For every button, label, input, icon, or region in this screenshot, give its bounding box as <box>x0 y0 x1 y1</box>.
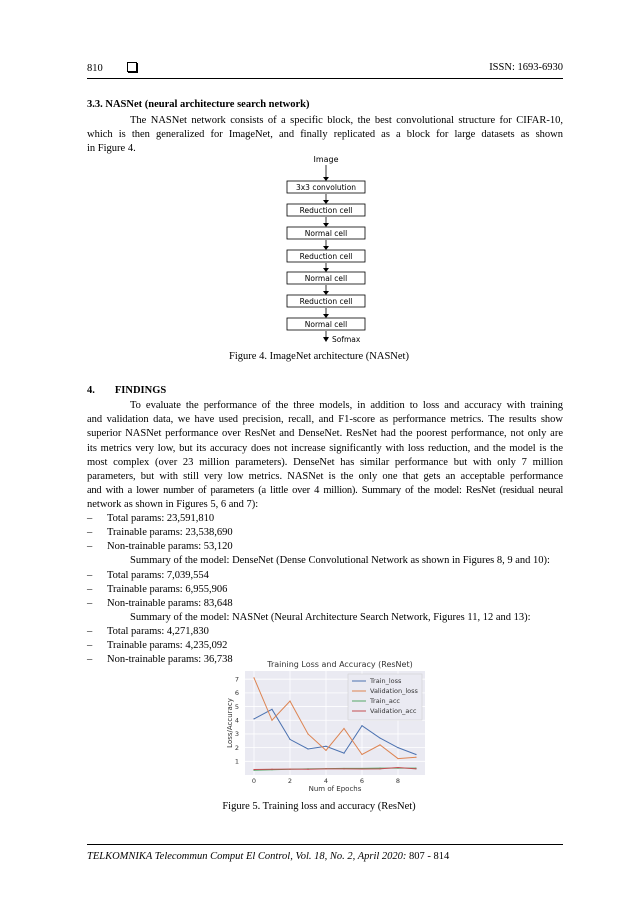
x-tick-label: 2 <box>287 777 293 785</box>
data-point-train-loss <box>361 725 362 726</box>
footer-citation: TELKOMNIKA Telecommun Comput El Control, Vol. 18, No. 2, April 2020: 807 - 814 <box>87 851 450 862</box>
diagram-block-label: Reduction cell <box>299 297 353 306</box>
header-rule <box>87 78 563 79</box>
y-tick-label: 4 <box>234 716 239 725</box>
data-point-validation-loss <box>289 701 290 702</box>
paragraph-line: which is then generalized for ImageNet, and finally replicated as a block for large datasets as shown <box>87 129 563 141</box>
data-point-validation-acc <box>307 769 308 770</box>
data-point-train-loss <box>307 748 308 749</box>
figure5-caption: Figure 5. Training loss and accuracy (ResNet) <box>222 801 416 812</box>
data-point-validation-loss <box>307 733 308 734</box>
list-item: – Non-trainable params: 83,648 <box>87 598 233 609</box>
section-heading: 3.3. NASNet (neural architecture search network) <box>87 99 310 110</box>
diagram-block-label: Normal cell <box>304 229 348 238</box>
data-point-validation-acc <box>343 768 344 769</box>
list-item: – Non-trainable params: 36,738 <box>87 654 233 665</box>
diagram-block-label: Reduction cell <box>299 252 353 261</box>
y-tick-label: 2 <box>234 743 239 752</box>
list-item: – Non-trainable params: 53,120 <box>87 541 233 552</box>
paragraph-line: To evaluate the performance of the three models, in addition to loss and accuracy with training <box>130 400 563 411</box>
chart-title: Training Loss and Accuracy (ResNet) <box>267 660 413 669</box>
paragraph-line: and validation data, we have used precision, recall, and F1-score as performance metrics. The results show <box>87 414 563 426</box>
figure4-caption: Figure 4. ImageNet architecture (NASNet) <box>229 351 409 362</box>
data-point-train-loss <box>253 718 254 719</box>
x-tick-label: 6 <box>359 777 365 785</box>
diagram-block-label: Reduction cell <box>299 206 353 215</box>
data-point-validation-loss <box>397 758 398 759</box>
x-tick-label: 0 <box>251 777 257 785</box>
data-point-train-loss <box>271 709 272 710</box>
paragraph-line: and with a lower number of parameters (a little over 4 million). Summary of the model: ResNet (residual neural <box>87 485 563 497</box>
densenet-summary: Summary of the model: DenseNet (Dense Convolutional Network as shown in Figures 8, 9 and 10): <box>130 555 550 566</box>
paragraph-line: superior NASNet performance over ResNet and DenseNet. ResNet had the poorest performance, not only are <box>87 428 563 440</box>
data-point-train-loss <box>415 754 416 755</box>
footer-rule <box>87 844 563 845</box>
x-tick-label: 4 <box>323 777 329 785</box>
findings-paragraph <box>87 399 563 513</box>
data-point-validation-loss <box>343 728 344 729</box>
header-issn: ISSN: 1693-6930 <box>489 62 563 73</box>
y-tick-label: 7 <box>234 675 239 684</box>
data-point-train-loss <box>325 746 326 747</box>
list-item: – Trainable params: 6,955,906 <box>87 584 228 595</box>
square-bullet-icon <box>127 62 137 72</box>
data-point-validation-acc <box>325 768 326 769</box>
list-item: – Total params: 4,271,830 <box>87 626 209 637</box>
data-point-train-loss <box>289 739 290 740</box>
data-point-validation-loss <box>415 757 416 758</box>
resnet-loss-accuracy-chart <box>220 656 430 793</box>
y-axis-label: Loss/Accuracy <box>226 698 234 748</box>
diagram-block-label: Normal cell <box>304 320 348 329</box>
data-point-train-loss <box>343 753 344 754</box>
paragraph-line: network as shown in Figures 5, 6 and 7): <box>87 499 259 511</box>
list-item: – Trainable params: 4,235,092 <box>87 640 228 651</box>
y-tick-label: 3 <box>234 730 239 739</box>
x-axis-label: Num of Epochs <box>308 785 362 793</box>
diagram-block-label: 3x3 convolution <box>295 183 357 192</box>
data-point-validation-acc <box>415 768 416 769</box>
data-point-validation-loss <box>253 677 254 678</box>
diagram-block-label: Normal cell <box>304 274 348 283</box>
legend-label: Train_acc <box>370 697 400 705</box>
data-point-validation-acc <box>397 767 398 768</box>
diagram-input-label: Image <box>313 155 339 164</box>
paragraph-line: parameters, but with still very low metrics. NASNet is the only one that gets an acceptable performance <box>87 470 563 482</box>
list-item: – Total params: 7,039,554 <box>87 570 209 581</box>
paragraph-line: most complex (over 23 million parameters). DenseNet has similar performance but with only 7 million <box>87 456 563 468</box>
legend-label: Validation_acc <box>370 707 417 715</box>
list-item: – Trainable params: 23,538,690 <box>87 527 233 538</box>
legend-label: Validation_loss <box>370 687 418 695</box>
list-item: – Total params: 23,591,810 <box>87 513 215 524</box>
data-point-validation-loss <box>379 744 380 745</box>
data-point-validation-acc <box>289 769 290 770</box>
data-point-validation-acc <box>271 769 272 770</box>
y-tick-label: 5 <box>234 702 239 711</box>
paragraph-line: The NASNet network consists of a specific block, the best convolutional structure for CIFAR-10, <box>130 115 563 126</box>
data-point-train-loss <box>379 737 380 738</box>
legend-label: Train_loss <box>370 677 402 685</box>
nasnet-summary: Summary of the model: NASNet (Neural Architecture Search Network, Figures 11, 12 and 13): <box>130 612 531 623</box>
findings-heading: 4. FINDINGS <box>87 385 167 396</box>
y-tick-label: 1 <box>234 757 239 766</box>
data-point-validation-acc <box>253 769 254 770</box>
data-point-validation-acc <box>361 768 362 769</box>
data-point-validation-acc <box>379 768 380 769</box>
paragraph-line: its metrics very low, but its accuracy does not increase significantly with loss reduction, and the model is the <box>87 442 563 454</box>
nasnet-architecture-diagram <box>270 150 400 345</box>
y-tick-label: 6 <box>234 689 239 698</box>
diagram-output-label: Sofmax <box>332 335 361 344</box>
data-point-validation-loss <box>271 720 272 721</box>
data-point-validation-loss <box>361 754 362 755</box>
x-tick-label: 8 <box>395 777 401 785</box>
paragraph-line: in Figure 4. <box>87 143 136 155</box>
header-page-number: 810 <box>87 62 137 74</box>
data-point-train-loss <box>397 747 398 748</box>
data-point-validation-loss <box>325 750 326 751</box>
